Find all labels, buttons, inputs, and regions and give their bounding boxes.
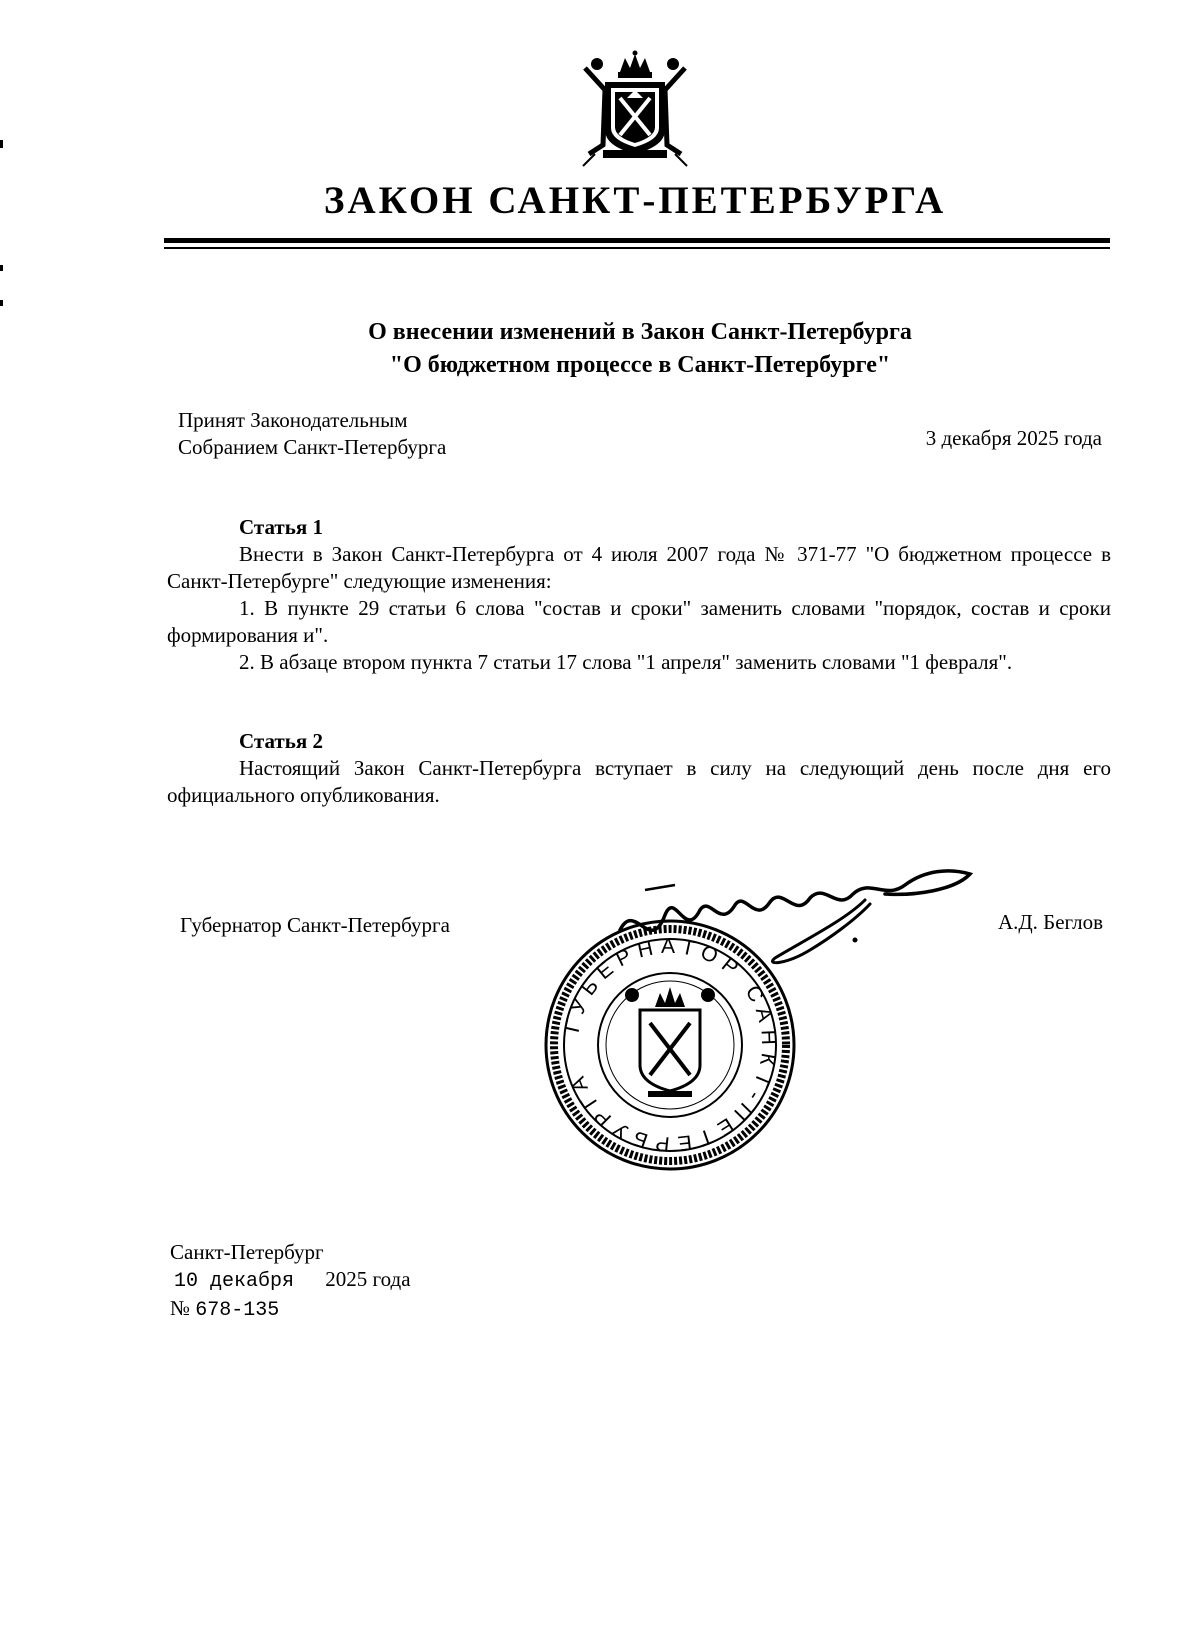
seal-ring-text: ГУБЕРНАТОР САНКТ-ПЕТЕРБУРГА: [560, 934, 781, 1156]
signing-day-month: 10 декабря: [174, 1270, 295, 1293]
heading-rule-thick: [164, 238, 1110, 243]
heading-rule-thin: [164, 247, 1110, 249]
document-heading: ЗАКОН САНКТ-ПЕТЕРБУРГА: [323, 179, 947, 222]
article-2: [167, 728, 1111, 809]
article-1: [167, 514, 1111, 676]
place-and-date-block: [170, 1239, 411, 1324]
scan-edge-mark: [0, 300, 3, 306]
signatory-title: Губернатор Санкт-Петербурга: [180, 913, 450, 937]
adoption-line: Собранием Санкт-Петербурга: [178, 435, 447, 459]
law-subject-line: "О бюджетном процессе в Санкт-Петербурге": [389, 352, 891, 378]
article-heading: Статья 2: [239, 729, 323, 753]
article-paragraph: 2. В абзаце втором пункта 7 статьи 17 слова "1 апреля" заменить словами "1 февраля".: [239, 650, 1013, 674]
handwritten-signature: [615, 860, 975, 970]
article-paragraph: Настоящий Закон Санкт-Петербурга вступает в силу на следующий день после дня его официального опубликования.: [167, 756, 1111, 807]
law-subject-line: О внесении изменений в Закон Санкт-Петербурга: [368, 319, 912, 345]
article-paragraph: 1. В пункте 29 статьи 6 слова "состав и сроки" заменить словами "порядок, состав и сроки формирования и".: [167, 596, 1111, 647]
law-number-prefix: №: [170, 1296, 191, 1320]
law-subject: [0, 316, 1200, 382]
article-paragraph: Внести в Закон Санкт-Петербурга от 4 июля 2007 года № 371-77 "О бюджетном процессе в Санкт-Петербурге" следующие изменения:: [167, 542, 1111, 593]
article-heading: Статья 1: [239, 515, 323, 539]
signatory-name: А.Д. Беглов: [997, 910, 1103, 934]
law-number-value: 678-135: [195, 1299, 280, 1322]
signing-date: [170, 1266, 411, 1295]
signing-year: 2025 года: [325, 1267, 411, 1291]
adoption-line: Принят Законодательным: [178, 408, 408, 432]
law-number: [170, 1295, 411, 1324]
scan-edge-mark: [0, 140, 3, 148]
signing-city: Санкт-Петербург: [170, 1240, 324, 1264]
adoption-note: [178, 407, 446, 461]
adoption-date: 3 декабря 2025 года: [925, 426, 1102, 450]
scan-edge-mark: [0, 265, 3, 271]
coat-of-arms-emblem: [575, 50, 695, 170]
